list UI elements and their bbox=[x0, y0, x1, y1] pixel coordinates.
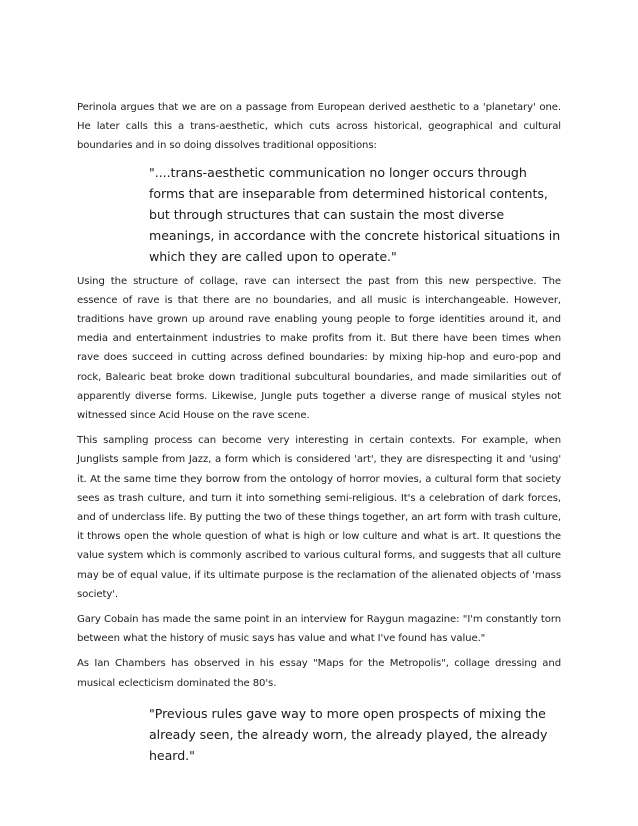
document-page bbox=[77, 98, 561, 771]
paragraph-chambers: As Ian Chambers has observed in his essay "Maps for the Metropolis", collage dressing and musical eclecticism dominated the 80's. bbox=[77, 658, 561, 689]
paragraph-cobain: Gary Cobain has made the same point in an interview for Raygun magazine: "I'm constantly torn between what the history of music says has value and what I've found has value." bbox=[77, 614, 561, 645]
blockquote-previous-rules: "Previous rules gave way to more open prospects of mixing the already seen, the already worn, the already played, the already heard." bbox=[149, 705, 548, 764]
blockquote-trans-aesthetic: "....trans-aesthetic communication no longer occurs through forms that are inseparable from determined historical contents, but through structures that can sustain the most diverse meanings, in accordance with the concrete historical situations in which they are called upon to operate." bbox=[149, 164, 561, 265]
paragraph-sampling: This sampling process can become very interesting in certain contexts. For example, when Junglists sample from Jazz, a form which is considered 'art', they are disrespecting it and 'using' it. At the same time they borrow from the ontology of horror movies, a cultural form that society sees as trash culture, and turn it into something semi-religious. It's a celebration of dark forces, and of underclass life. By putting the two of these things together, an art form with trash culture, it throws open the whole question of what is high or low culture and what is art. It questions the value system which is commonly ascribed to various cultural forms, and suggests that all culture may be of equal value, if its ultimate purpose is the reclamation of the alienated objects of 'mass society'. bbox=[77, 435, 561, 600]
paragraph-perinola: Perinola argues that we are on a passage from European derived aesthetic to a 'planetary' one. He later calls this a trans-aesthetic, which cuts across historical, geographical and cultural boundaries and in so doing dissolves traditional oppositions: bbox=[77, 102, 561, 152]
paragraph-collage: Using the structure of collage, rave can intersect the past from this new perspective. The essence of rave is that there are no boundaries, and all music is interchangeable. However, traditions have grown up around rave enabling young people to forge identities around it, and media and entertainment industries to make profits from it. But there have been times when rave does succeed in cutting across defined boundaries: by mixing hip-hop and euro-pop and rock, Balearic beat broke down traditional subcultural boundaries, and made similarities out of apparently diverse forms. Likewise, Jungle puts together a diverse range of musical styles not witnessed since Acid House on the rave scene. bbox=[77, 275, 561, 422]
